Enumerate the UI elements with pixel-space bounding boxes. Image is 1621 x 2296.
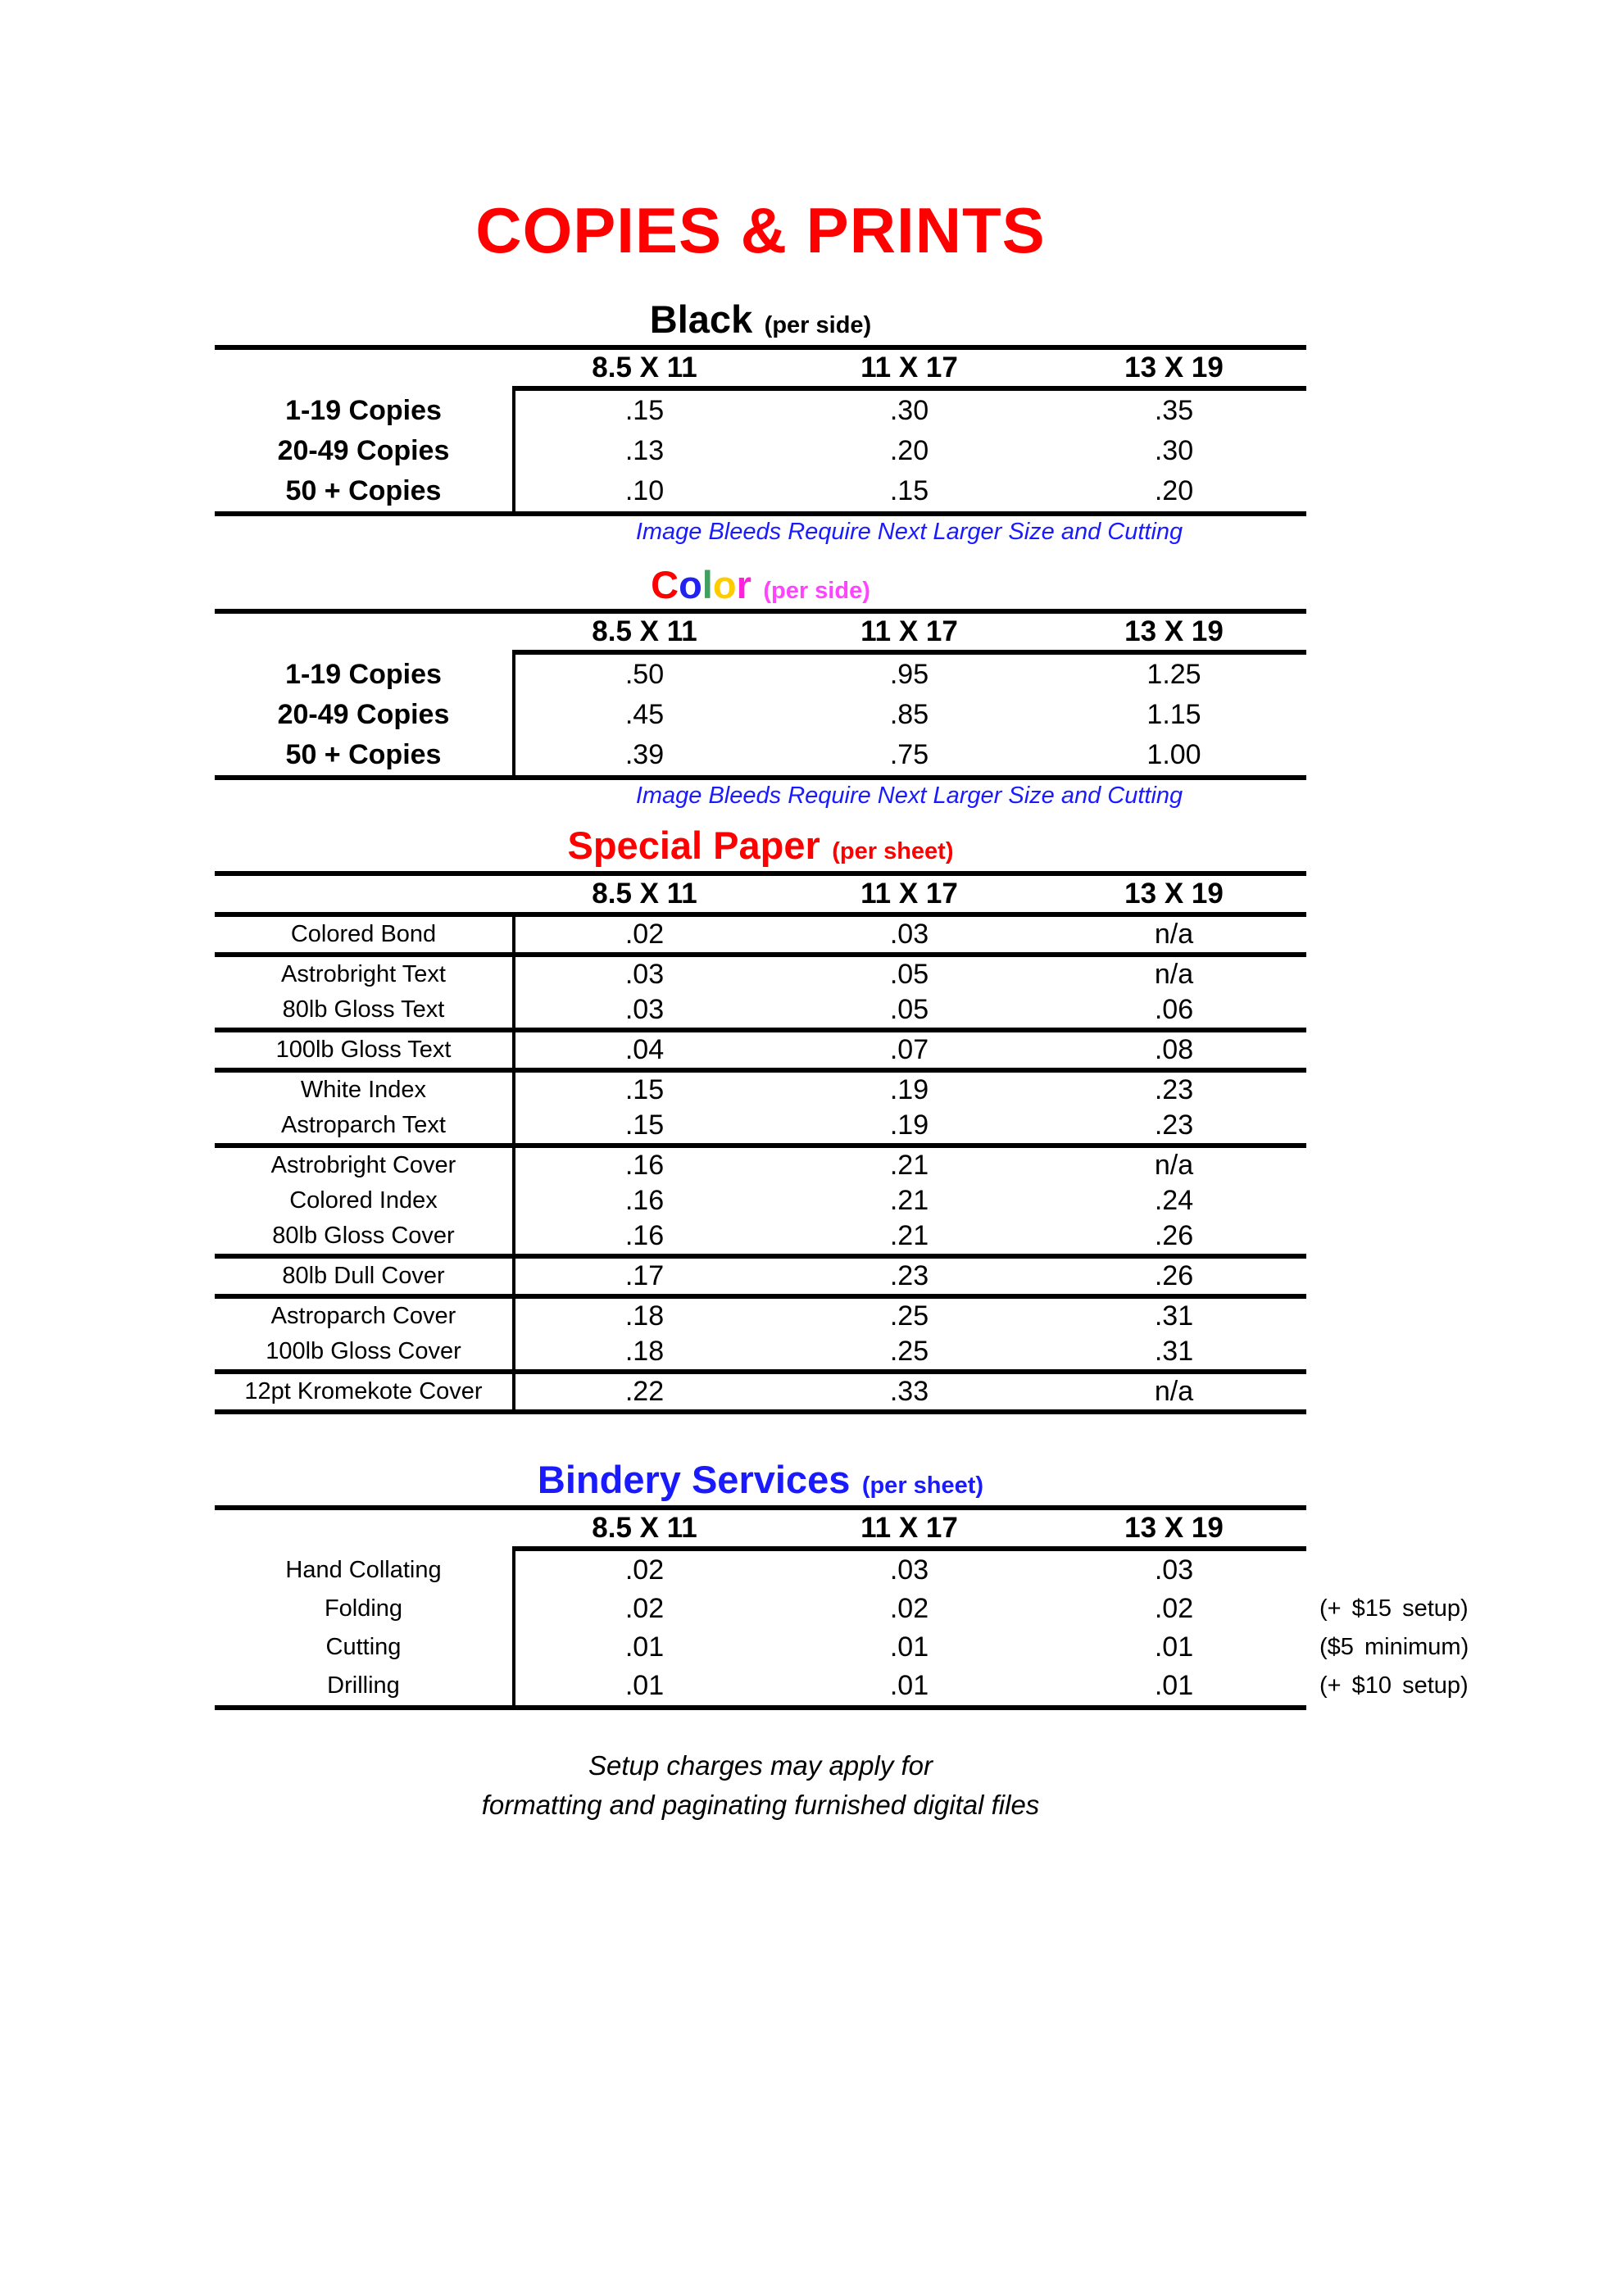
price-value: .23: [1154, 1074, 1194, 1105]
heading-black-main: Black: [649, 297, 753, 341]
bleed-note: Image Bleeds Require Next Larger Size and Cutting: [635, 783, 1183, 809]
column-divider-line: [512, 386, 515, 516]
row-annotation: ($5 minimum): [1319, 1634, 1469, 1660]
price-value: .19: [889, 1109, 929, 1141]
price-value: .21: [889, 1185, 929, 1216]
row-label: Cutting: [325, 1634, 402, 1660]
table-rows: [215, 391, 1306, 511]
color-heading-letter: o: [679, 563, 702, 606]
table-bottom-rule: [215, 511, 1306, 516]
price-value: .01: [624, 1631, 665, 1663]
price-value: .21: [889, 1220, 929, 1251]
color-heading-letter: l: [702, 563, 713, 606]
table-row: [215, 735, 1306, 775]
row-label: Astrobright Cover: [270, 1152, 456, 1178]
column-header: 11 X 17: [860, 352, 958, 383]
price-value: .01: [1154, 1631, 1194, 1663]
price-value: .31: [1154, 1300, 1194, 1332]
table-bottom-rule: [215, 1409, 1306, 1414]
price-value: .01: [1154, 1670, 1194, 1701]
column-header: 11 X 17: [860, 878, 958, 910]
price-value: .02: [1154, 1593, 1194, 1624]
price-value: .20: [1154, 475, 1194, 506]
black-price-table: [215, 345, 1306, 516]
column-header-row: [215, 1510, 1306, 1546]
table-row: [215, 1073, 1306, 1108]
row-label: 50 + Copies: [285, 475, 442, 506]
price-value: .33: [889, 1376, 929, 1407]
table-row: [215, 695, 1306, 735]
table-rows: [215, 1551, 1469, 1705]
table-rows: [215, 917, 1306, 1409]
price-value: .30: [889, 395, 929, 426]
column-divider-line: [512, 650, 515, 780]
column-header-row: [215, 614, 1306, 650]
column-header: 8.5 X 11: [592, 878, 697, 910]
price-value: .17: [624, 1260, 665, 1291]
price-value: n/a: [1154, 1376, 1194, 1407]
price-value: 1.25: [1147, 659, 1201, 690]
heading-bindery-sub: (per sheet): [861, 1472, 984, 1499]
price-value: .08: [1154, 1034, 1194, 1065]
row-label: Drilling: [327, 1672, 400, 1699]
table-rows: [215, 655, 1306, 775]
price-value: .18: [624, 1300, 665, 1332]
setup-charges-note: [215, 1746, 1306, 1825]
price-value: .35: [1154, 395, 1194, 426]
price-value: .95: [889, 659, 929, 690]
price-value: .03: [889, 919, 929, 950]
row-label: 100lb Gloss Text: [275, 1037, 452, 1063]
price-value: .02: [624, 1593, 665, 1624]
price-value: .30: [1154, 435, 1194, 466]
row-label: 80lb Gloss Cover: [272, 1223, 455, 1249]
table-row: [215, 1218, 1306, 1254]
heading-color-main: [651, 563, 751, 606]
price-value: .21: [889, 1150, 929, 1181]
row-label: 100lb Gloss Cover: [266, 1338, 461, 1364]
table-row: [215, 471, 1306, 511]
price-value: n/a: [1154, 1150, 1194, 1181]
price-value: .22: [624, 1376, 665, 1407]
table-row: [215, 992, 1306, 1028]
price-value: .03: [624, 994, 665, 1025]
table-row: [215, 391, 1306, 431]
bindery-price-table: [215, 1505, 1469, 1710]
price-value: .13: [624, 435, 665, 466]
price-value: 1.15: [1147, 699, 1201, 730]
row-label: Colored Bond: [290, 921, 437, 947]
section-heading-special-paper: [215, 824, 1306, 867]
column-header: 11 X 17: [860, 1512, 958, 1544]
color-price-table: [215, 609, 1306, 780]
bleed-note: Image Bleeds Require Next Larger Size and Cutting: [635, 519, 1183, 545]
row-label: 20-49 Copies: [277, 435, 450, 466]
price-value: .23: [889, 1260, 929, 1291]
row-label: 80lb Gloss Text: [282, 996, 445, 1023]
price-value: 1.00: [1147, 739, 1201, 770]
section-heading-black: [215, 297, 1306, 341]
column-divider-line: [512, 917, 515, 1414]
price-value: .31: [1154, 1336, 1194, 1367]
row-label: 12pt Kromekote Cover: [244, 1378, 483, 1404]
price-value: .39: [624, 739, 665, 770]
column-header: 8.5 X 11: [592, 1512, 697, 1544]
special-paper-price-table: [215, 871, 1306, 1414]
price-value: .04: [624, 1034, 665, 1065]
table-row: [215, 917, 1306, 952]
price-value: .23: [1154, 1109, 1194, 1141]
table-row: [215, 1667, 1469, 1705]
price-value: .18: [624, 1336, 665, 1367]
price-value: .05: [889, 959, 929, 990]
row-annotation: (+ $15 setup): [1319, 1595, 1469, 1622]
price-value: .05: [889, 994, 929, 1025]
table-row: [215, 431, 1306, 471]
row-label: Astroparch Text: [281, 1112, 446, 1138]
table-bottom-rule: [215, 1705, 1306, 1710]
price-value: .15: [624, 1109, 665, 1141]
price-value: .16: [624, 1220, 665, 1251]
row-label: 80lb Dull Cover: [282, 1263, 445, 1289]
price-value: .75: [889, 739, 929, 770]
section-heading-color: [215, 565, 1306, 604]
price-value: .15: [889, 475, 929, 506]
price-value: .19: [889, 1074, 929, 1105]
row-label: Astroparch Cover: [270, 1303, 456, 1329]
column-header: 11 X 17: [860, 615, 958, 647]
price-value: .50: [624, 659, 665, 690]
row-label: Astrobright Text: [281, 961, 446, 987]
table-row: [215, 1374, 1306, 1409]
table-row: [215, 1590, 1469, 1628]
price-value: .26: [1154, 1220, 1194, 1251]
row-label: Colored Index: [289, 1187, 438, 1214]
column-header: 13 X 19: [1124, 1512, 1224, 1544]
row-label: Folding: [324, 1595, 403, 1622]
heading-special-paper-main: Special Paper: [567, 824, 820, 867]
column-header: 13 X 19: [1124, 615, 1224, 647]
table-row: [215, 1628, 1469, 1667]
price-value: .03: [624, 959, 665, 990]
price-value: n/a: [1154, 919, 1194, 950]
column-header-row: [215, 876, 1306, 912]
section-heading-bindery: [215, 1460, 1306, 1499]
column-header: 8.5 X 11: [592, 615, 697, 647]
price-value: .25: [889, 1300, 929, 1332]
price-value: .07: [889, 1034, 929, 1065]
row-label: Hand Collating: [285, 1557, 442, 1583]
table-row: [215, 1259, 1306, 1294]
price-value: n/a: [1154, 959, 1194, 990]
table-row: [215, 1334, 1306, 1369]
row-label: 20-49 Copies: [277, 699, 450, 730]
price-value: .02: [889, 1593, 929, 1624]
price-value: .01: [889, 1631, 929, 1663]
price-value: .45: [624, 699, 665, 730]
heading-special-paper-sub: (per sheet): [832, 838, 954, 864]
price-value: .01: [624, 1670, 665, 1701]
setup-charges-line2: formatting and paginating furnished digital files: [481, 1789, 1040, 1820]
price-value: .20: [889, 435, 929, 466]
heading-bindery-main: Bindery Services: [537, 1458, 851, 1501]
price-value: .02: [624, 1554, 665, 1586]
price-value: .16: [624, 1185, 665, 1216]
column-header: 13 X 19: [1124, 352, 1224, 383]
page-title: COPIES & PRINTS: [475, 194, 1046, 266]
price-value: .15: [624, 1074, 665, 1105]
price-value: .03: [889, 1554, 929, 1586]
table-row: [215, 957, 1306, 992]
price-value: .02: [624, 919, 665, 950]
column-divider-line: [512, 1546, 515, 1710]
price-value: .01: [889, 1670, 929, 1701]
row-label: 1-19 Copies: [285, 395, 442, 426]
table-row: [215, 1551, 1306, 1590]
heading-color-sub: (per side): [763, 578, 870, 604]
price-value: .25: [889, 1336, 929, 1367]
row-label: 50 + Copies: [285, 739, 442, 770]
price-value: .15: [624, 395, 665, 426]
price-value: .06: [1154, 994, 1194, 1025]
price-value: .16: [624, 1150, 665, 1181]
row-label: White Index: [300, 1077, 427, 1103]
setup-charges-line1: Setup charges may apply for: [588, 1750, 933, 1781]
color-heading-letter: r: [736, 563, 751, 606]
column-header: 8.5 X 11: [592, 352, 697, 383]
table-row: [215, 655, 1306, 695]
price-value: .24: [1154, 1185, 1194, 1216]
color-heading-letter: o: [712, 563, 737, 606]
table-row: [215, 1148, 1306, 1183]
table-row: [215, 1183, 1306, 1218]
table-bottom-rule: [215, 775, 1306, 780]
color-heading-letter: C: [651, 563, 679, 606]
price-value: .26: [1154, 1260, 1194, 1291]
price-value: .85: [889, 699, 929, 730]
column-header-row: [215, 350, 1306, 386]
table-row: [215, 1108, 1306, 1143]
table-row: [215, 1299, 1306, 1334]
table-row: [215, 1032, 1306, 1068]
heading-black-sub: (per side): [764, 312, 872, 338]
price-value: .03: [1154, 1554, 1194, 1586]
column-header: 13 X 19: [1124, 878, 1224, 910]
row-label: 1-19 Copies: [285, 659, 442, 690]
row-annotation: (+ $10 setup): [1319, 1672, 1469, 1699]
price-value: .10: [624, 475, 665, 506]
